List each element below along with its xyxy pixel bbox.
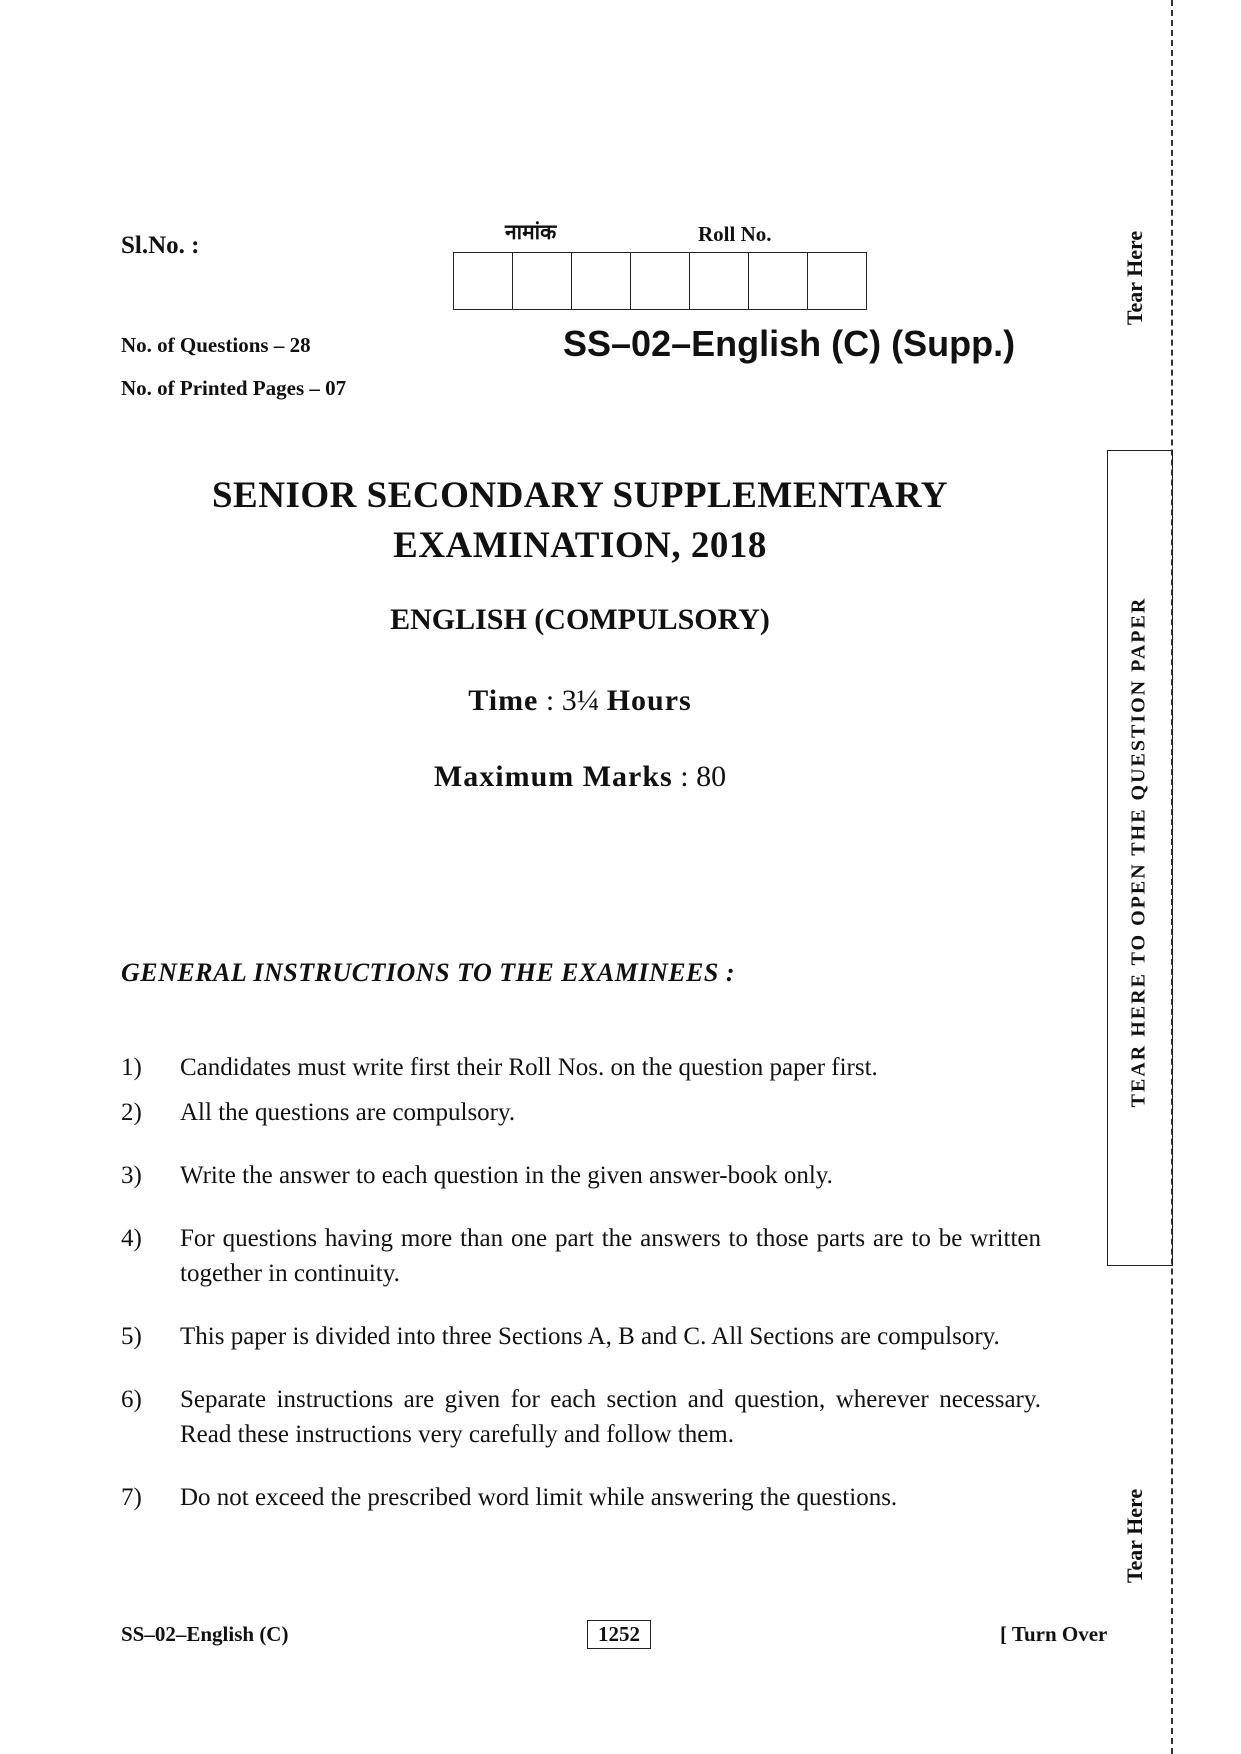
time-unit: Hours: [606, 684, 692, 717]
footer-page-code: 1252: [587, 1620, 651, 1649]
roll-number-boxes: [453, 252, 867, 310]
instruction-item: [121, 1319, 1041, 1354]
instructions-heading: GENERAL INSTRUCTIONS TO THE EXAMINEES :: [121, 958, 736, 987]
instruction-item: [121, 1158, 1041, 1193]
roll-number-label: Roll No.: [698, 222, 772, 246]
turn-over-label: [ Turn Over: [1000, 1622, 1108, 1646]
roll-label-hindi: नामांक: [505, 220, 557, 244]
instruction-number: 2): [121, 1099, 142, 1126]
exam-title-line-1: SENIOR SECONDARY SUPPLEMENTARY: [211, 475, 949, 516]
max-marks-label: Maximum Marks: [433, 760, 673, 793]
instruction-text: For questions having more than one part the answers to those parts are to be written together in continuity.: [180, 1225, 1041, 1287]
subject-title: ENGLISH (COMPULSORY): [390, 603, 770, 636]
marks-line: [0, 760, 1160, 794]
tear-here-bottom-label: Tear Here: [1122, 1488, 1147, 1584]
instruction-text: Separate instructions are given for each section and question, wherever necessary. Read these instructions very carefully and follow them.: [180, 1386, 1041, 1448]
instruction-item: [121, 1095, 1041, 1130]
roll-digit-box[interactable]: [454, 253, 513, 309]
instruction-text: Do not exceed the prescribed word limit while answering the questions.: [180, 1484, 898, 1511]
instruction-number: 6): [121, 1386, 142, 1413]
roll-digit-box[interactable]: [749, 253, 808, 309]
number-of-printed-pages: No. of Printed Pages – 07: [121, 376, 347, 400]
instruction-number: 3): [121, 1162, 142, 1189]
instruction-number: 4): [121, 1225, 142, 1252]
time-label: Time: [468, 684, 539, 717]
time-value: : 3¼: [545, 684, 600, 717]
paper-code-title: SS–02–English (C) (Supp.): [563, 323, 1016, 364]
instruction-item: [121, 1050, 1041, 1085]
roll-digit-box[interactable]: [572, 253, 631, 309]
instruction-item: [121, 1221, 1041, 1291]
serial-number-label: Sl.No. :: [121, 232, 200, 259]
roll-digit-box[interactable]: [690, 253, 749, 309]
number-of-questions: No. of Questions – 28: [121, 333, 311, 357]
instruction-text: This paper is divided into three Sections A, B and C. All Sections are compulsory.: [180, 1323, 1000, 1350]
max-marks-value: : 80: [680, 760, 727, 793]
instructions-list: [121, 1050, 1041, 1515]
instruction-text: All the questions are compulsory.: [180, 1099, 516, 1126]
instruction-item: [121, 1480, 1041, 1515]
footer-paper-code: SS–02–English (C): [121, 1622, 289, 1646]
instruction-number: 1): [121, 1054, 142, 1081]
instruction-number: 5): [121, 1323, 142, 1350]
tear-instruction-text: TEAR HERE TO OPEN THE QUESTION PAPER: [1127, 596, 1150, 1108]
instruction-number: 7): [121, 1484, 142, 1511]
roll-digit-box[interactable]: [631, 253, 690, 309]
instruction-text: Write the answer to each question in the given answer-book only.: [180, 1162, 833, 1189]
roll-digit-box[interactable]: [513, 253, 572, 309]
instruction-text: Candidates must write first their Roll Nos. on the question paper first.: [180, 1054, 878, 1081]
tear-here-top-label: Tear Here: [1122, 230, 1147, 326]
exam-title-line-2: EXAMINATION, 2018: [393, 525, 767, 566]
instruction-item: [121, 1382, 1041, 1452]
roll-digit-box[interactable]: [808, 253, 866, 309]
time-line: [0, 684, 1160, 718]
